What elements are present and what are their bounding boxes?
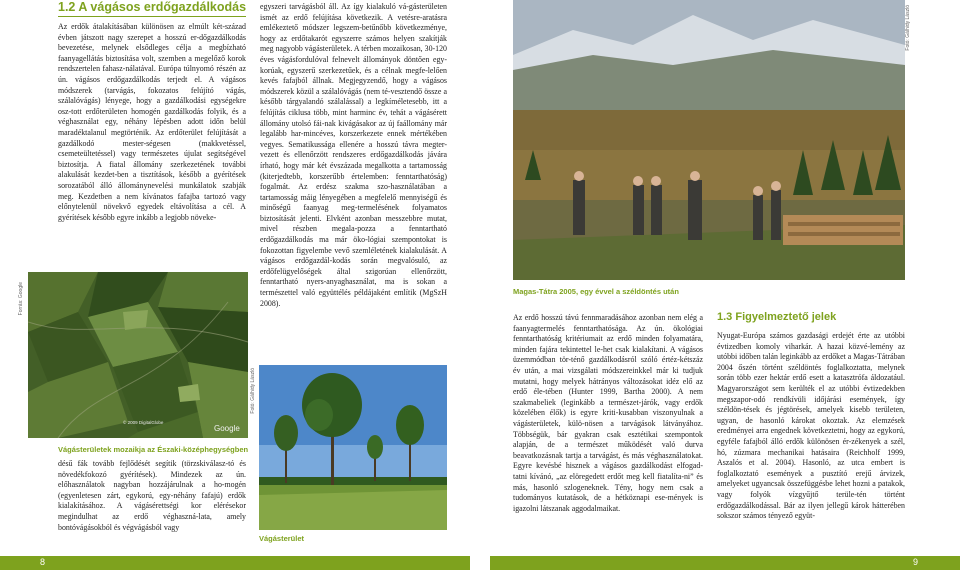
aerial-copyright: © 2009 DigitalGlobe [123,420,164,425]
tatra-photo-caption: Magas-Tátra 2005, egy évvel a széldöntés után [513,287,679,296]
clearcut-photo-credit: Fotó: Gálhidy László [250,368,256,414]
clearcut-illustration [259,365,447,530]
clearcut-photo-caption: Vágásterület [259,534,305,543]
tatra-photo [513,0,905,280]
heading-rule [58,16,246,17]
left-page-number: 8 [40,557,46,567]
aerial-photo-caption: Vágásterületek mozaikja az Északi-középhegységben [58,445,249,454]
column-a-top-text: Az erdők átalakításában különösen az elmúlt két-század évben játszott nagy szerepet a hosszú er-dőgazdálkodás bevezetése, melynek elsődleges célja a megbízható faanyagellátás biztosítása volt, szemben a megelőző korok rendszertelen fahasz-nálatával. Európa túlnyomó részén az ún. vágásos erdőgazdálkodás terjedt el. A vágásos módszerek (tarvágás, fokozatos felújító vágás, szálalóvágás) lényege, hogy a gazdálkodási egységekre osz-tott erdőterületen homogén gazdálkodás folyik, és a véghasználat egy, néhány lépésben adott időn belül maradéktalanul megtörténik. Az erdőterület felújítását a gazdálkodó mester-ségesen (makkvetéssel, csemeteültetéssel) vagy természetes újulat segítségével biztosítja. A fiatal állomány szerkezetének további alakulását kezdet-ben a tisztítások, később a gyérítések sorozatából álló állománynevelési munkálatok szabják meg. Kezdetben a nem kívánatos fafajba tartozó vagy előnytelenül növekvő egyedek eltávolítása a cél. A gyérítések később egyre inkább a legjobb növeke- [58,22,246,222]
section-heading-1-3: 1.3 Figyelmeztető jelek [717,311,837,323]
aerial-illustration [28,272,248,438]
column-d-text: Nyugat-Európa számos gazdasági erdejét érte az utóbbi évtizedben komoly viharkár. A hazai közvé-lemény az utóbbi időben talán leginkább az erdőket a Magas-Tátrában 2004 őszén történt széldöntés foglalkoztatta, melynek során több ezer hektár erdő esett a katasztrófa áldozatául. Magyarországot sem kerülték el az utóbbi évtizedekben megszapor-odó rendkívüli időjárási események, így széldön-tések és jégtörések, amelyek kisebb területen, ugyan, de hasonló károkat okoztak. Az elemzések eredményei arra engednek következtetni, hogy az egykorú, egyféle fafajból álló erdők különösen ér-zékenyek a szél, hó, zúzmara mechanikai hatásaira (Reichholf 1999, Aszalós et al. 2004). Hasonló, az utca embert is foglalkoztató események a pusztító erejű árvizek, amelyeket ugyancsak összefüggésbe lehet hozni a patakok, vagy folyók vízgyűjtő terüle-tén történt erdőgazdálkodással. Bár az ilyen jellegű károk hátterében sokszor számos tényező együt- [717,331,905,521]
right-page-footer-bar [490,556,960,570]
aerial-photo-credit: Forrás: Google [18,282,24,316]
section-heading-1-2: 1.2 A vágásos erdőgazdálkodás [58,0,247,14]
aerial-photo [28,272,248,438]
column-c-text: Az erdő hosszú távú fennmaradásához azonban nem elég a faanyagtermelés fenntarthatósága. Az ún. ökológiai fenntarthatóság kritériumait az erdő minden folyamatára, minden fajára tekintettel le-het csak kialakítani. A vágásos üzemmódban tör-ténő gazdálkodásról szóló értéz-kétszáz év után, a mai vizsgálati módszereinkkel már ki tudjuk mutatni, hogy melyek hátrányos változásokat idéz elő az erdő éle-tében (Hunter 1999, Bartha 2000). A nem szakmabeliek (leginkább a természet-járók, vagy erdők közelében élők) is egyre kriti-kusabban viszonyulnak a vágásterületek, külö-nösen a tarvágások látványához. Többségük, bár gyakran csak esztétikai szempontok alapján, de a természet működését való durva beavatkozásnak tartja a tarvágást, és más véghasználatokat. Egyre kevésbé hisznek a vágásos gazdálkodást elfogad-tatni kívánó, „az elöregedett erdőt meg kell fiatalíta-ni” és más, hasonló szlogeneknek. Tény, hogy nem csak a tudományos kutatások, de a hétköznapi ese-mények is igazolni látszanak aggodalmaikat. [513,313,703,513]
tatra-photo-credit: Fotó: Gálhidy László [905,5,911,51]
column-a-bottom-text: désű fák tovább fejlődését segítik (törzskiválasz-tó és növedékfokozó gyérítések). Mindezek az ún. előhasználatok nagyban hozzájárulnak a ho-mogén (egyenletesen zárt, egykorú, egy-néhány fafajú) erdők kialakításához. A vágásérettségi kor elérésekor megindulhat az erdő véghaszná-lata, amely bontóvágásokból és végvágásból vagy [58,459,246,532]
tatra-illustration [513,0,905,280]
right-page-number: 9 [913,557,919,567]
left-page-footer-bar [0,556,470,570]
google-watermark: Google [214,424,240,433]
clearcut-photo [259,365,447,530]
column-b-text: egyszeri tarvágásból áll. Az így kialakuló vá-gásterületen ismét az erdő felújítása következik. A vetésre-aratásra emlékeztető módszer legszem-betűnőbb következménye, hogy az erdőtakarót egyszerre számos helyen szakítják meg nagyobb vágásterületek. A térben mozaikosan, 30-120 éves vágásfordulóval felnevelt állományok döntően egy-korúak, egyszerű szerkezetűek, és a célnak megfe-lelően kevés fafajból állnak. Megjegyzendő, hogy a vágásos módszerek közül a szálalóvágás (nem té-vesztendő össze a később tárgyalandó szálalással) a legkímélete​sebb, itt a felújítás ciklusa több, mint harminc év, tehát a vágásérett állomány utolsó fái-nak kivágásakor az új faállomány már legalább har-mincéves, korszerkezete ennek mértékében vegyes. Sematikussága ellenére a hosszú távra megter-vezett és ellenőrzött rendszeres erdőgazdálkodás jávára írható, hogy már két évszázada megalkotta a tartamosság (kiterjedtebb, korszerűbb értelemben: fenntarthatóság) fogalmát. Az erdész szakma szo-használatában a tartamosság máig lényegében a megfelelő mennyiségű és minőségű faanyag meg-termelésének folyamatos biztosítását jelenti. Elvként azonban messzebbre mutat, mivel részben megala-pozza a fenntartható erdőgazdálkodás ma már öko-lógiai szempontokat is fokozottan figyelembe vevő szemléletének kialakulását. A vágásos erdőgazdál-kodás során megvalósuló, az erdőfelügyelőségek által szigorúan ellenőrzött, fenntartható nyers-anyaghasználat, ma is sokan a természettel való együttélés példájaként említik (MgSzH 2008). [260,2,447,308]
